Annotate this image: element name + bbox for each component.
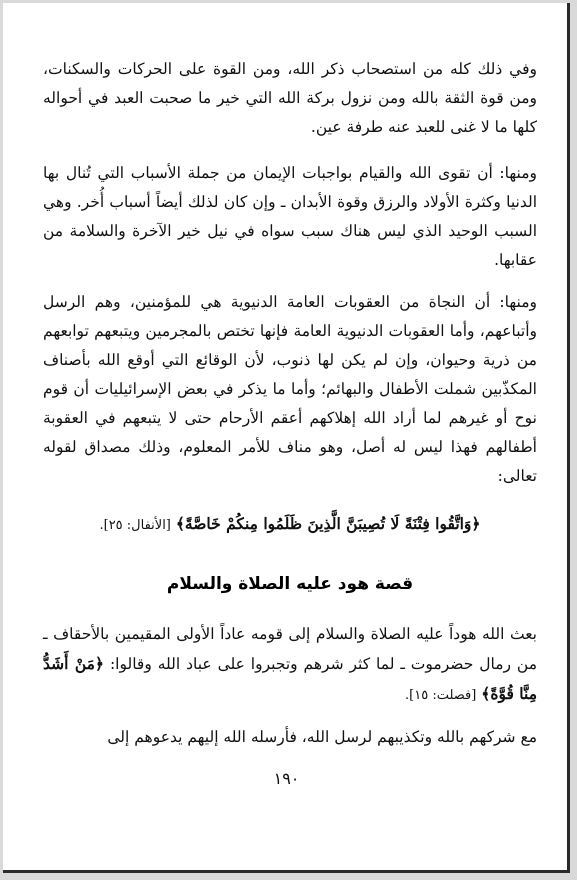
paragraph-4 (43, 620, 537, 710)
paragraph-5: مع شركهم بالله وتكذيبهم لرسل الله، فأرسله الله إليهم يدعوهم إلى (107, 728, 537, 746)
book-page (3, 3, 570, 873)
paragraph-3: ومنها: أن النجاة من العقوبات العامة الدنيوية هي للمؤمنين، وهم الرسل وأتباعهم، وأما العقوبات الدنيوية العامة فإنها تختص بالمجرمين ويتبعهم توابعهم من ذرية وحيوان، وإن لم يكن لها ذنوب، لأن الوقائع التي أوقع الله بأصناف المكذّبين شملت الأطفال والبهائم؛ وأما ما يذكر في بعض الإسرائيليات أن قوم نوح أو غيرهم لما أراد الله إهلاكهم أعقم الأرحام حتى لا يتبعهم في العقوبة أطفالهم فهذا ليس له أصل، وهو مناف للأمر المعلوم، وذلك مصداق لقوله تعالى: (43, 293, 537, 485)
paragraph-1: وفي ذلك كله من استصحاب ذكر الله، ومن القوة على الحركات والسكنات، ومن قوة الثقة بالله ومن نزول بركة الله التي خير ما صحبت العبد في أحواله كلها ما لا غنى للعبد عنه طرفة عين. (43, 60, 537, 136)
paragraph-2: ومنها: أن تقوى الله والقيام بواجبات الإيمان من جملة الأسباب التي تُنال بها الدنيا وكثرة الأولاد والرزق وقوة الأبدان ـ وإن كان لذلك أيضاً أسباب أُخر. وهي السبب الوحيد الذي ليس هناك سبب سواه في نيل خير الآخرة والسلامة من عقابها. (43, 164, 537, 269)
verse-reference: [الأنفال: ٢٥]. (99, 518, 171, 533)
paragraph-4-quote: ﴿مَنْ أَشَدُّ مِنَّا قُوَّةً﴾ (43, 654, 537, 703)
page-number: ١٩٠ (273, 769, 300, 788)
section-heading: قصة هود عليه الصلاة والسلام (166, 574, 414, 594)
paragraph-4-text: بعث الله هوداً عليه الصلاة والسلام إلى قومه عاداً الأولى المقيمين بالأحقاف ـ من رمال حضرموت ـ لما كثر شرهم وتجبروا على عباد الله وقالوا: (43, 625, 537, 673)
quran-verse (43, 509, 537, 540)
paragraph-4-reference: [فصلت: ١٥]. (405, 688, 477, 703)
verse-quote: ﴿وَاتَّقُوا فِتْنَةً لَا تُصِيبَنَّ الَّذِينَ ظَلَمُوا مِنكُمْ خَاصَّةً﴾ (175, 514, 481, 533)
